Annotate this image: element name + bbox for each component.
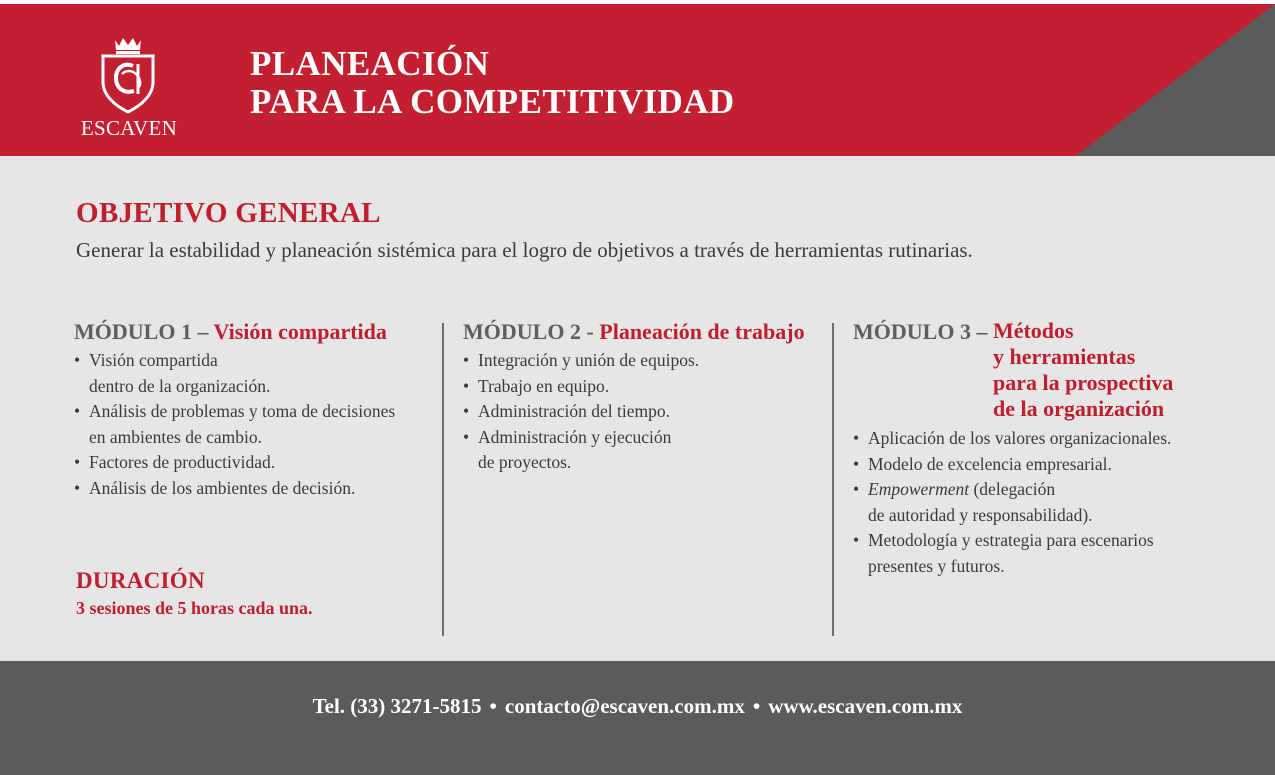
bullet-icon: •: [853, 453, 860, 474]
module-1-heading: [74, 318, 395, 346]
separator-icon: •: [752, 694, 761, 718]
title-line-2: PARA LA COMPETITIVIDAD: [250, 82, 735, 121]
list-item: • Metodología y estrategia para escenarios presentes y futuros.: [853, 530, 1154, 576]
objective-text: Generar la estabilidad y planeación sistémica para el logro de objetivos a través de herramientas rutinarias.: [76, 238, 973, 262]
list-item: • Administración y ejecución de proyectos.: [463, 426, 672, 472]
module-3-name: Métodos y herramientas para la prospectiva de la organización: [992, 318, 1174, 421]
list-item: • Visión compartida dentro de la organización.: [74, 350, 271, 396]
column-divider: [442, 323, 444, 636]
duration-heading: DURACIÓN: [76, 568, 205, 593]
module-3-list: [853, 426, 1173, 579]
list-item: • Aplicación de los valores organizacionales.: [853, 426, 1173, 452]
bullet-icon: •: [463, 375, 470, 396]
page-title: [250, 45, 735, 121]
column-divider: [832, 323, 834, 636]
bullet-icon: •: [463, 350, 470, 370]
list-item: • Trabajo en equipo.: [463, 374, 805, 400]
duration-text: 3 sesiones de 5 horas cada una.: [76, 598, 313, 618]
email-link[interactable]: contacto@escaven.com.mx: [504, 694, 745, 718]
bullet-icon: •: [74, 452, 81, 472]
module-2-name: Planeación de trabajo: [599, 319, 805, 344]
website-link[interactable]: www.escaven.com.mx: [768, 694, 963, 718]
contact-line: [0, 694, 1275, 719]
list-item: • Modelo de excelencia empresarial.: [853, 452, 1173, 478]
content-panel: [0, 156, 1275, 661]
module-3: [853, 318, 1173, 579]
escaven-logo: [66, 36, 196, 148]
bullet-icon: •: [463, 401, 470, 421]
module-3-heading: [853, 318, 1173, 422]
module-1-prefix: MÓDULO 1 –: [74, 319, 214, 344]
list-item: • Análisis de problemas y toma de decisiones en ambientes de cambio.: [74, 401, 396, 447]
list-item: • Administración del tiempo.: [463, 399, 805, 425]
bullet-icon: •: [74, 477, 81, 498]
header-banner: [0, 4, 1275, 156]
module-1-name: Visión compartida: [213, 319, 387, 344]
phone-number: Tel. (33) 3271-5815: [312, 694, 482, 718]
title-line-1: PLANEACIÓN: [250, 44, 490, 83]
bullet-icon: •: [853, 479, 860, 499]
list-item: • Integración y unión de equipos.: [463, 348, 805, 374]
footer-bar: [0, 661, 1275, 775]
bullet-icon: •: [74, 350, 81, 370]
separator-icon: •: [489, 694, 497, 718]
bullet-icon: •: [74, 401, 81, 421]
module-2: [463, 318, 805, 476]
module-1-list: [74, 348, 395, 501]
bullet-icon: •: [853, 428, 860, 448]
objective-heading: OBJETIVO GENERAL: [76, 197, 381, 229]
module-2-list: [463, 348, 805, 476]
list-item: • Empowerment (delegación de autoridad y responsabilidad).: [853, 479, 1093, 525]
crown-shield-icon: [98, 36, 158, 114]
page-frame: [0, 4, 1275, 775]
module-3-prefix: MÓDULO 3 –: [853, 319, 993, 344]
list-item: • Análisis de los ambientes de decisión.: [74, 476, 395, 502]
logo-wordmark: ESCAVEN: [80, 116, 178, 140]
list-item: • Factores de productividad.: [74, 450, 395, 476]
module-2-heading: [463, 318, 805, 346]
module-1: [74, 318, 395, 501]
module-2-prefix: MÓDULO 2 -: [463, 319, 600, 344]
bullet-icon: •: [463, 426, 470, 447]
bullet-icon: •: [853, 530, 860, 550]
